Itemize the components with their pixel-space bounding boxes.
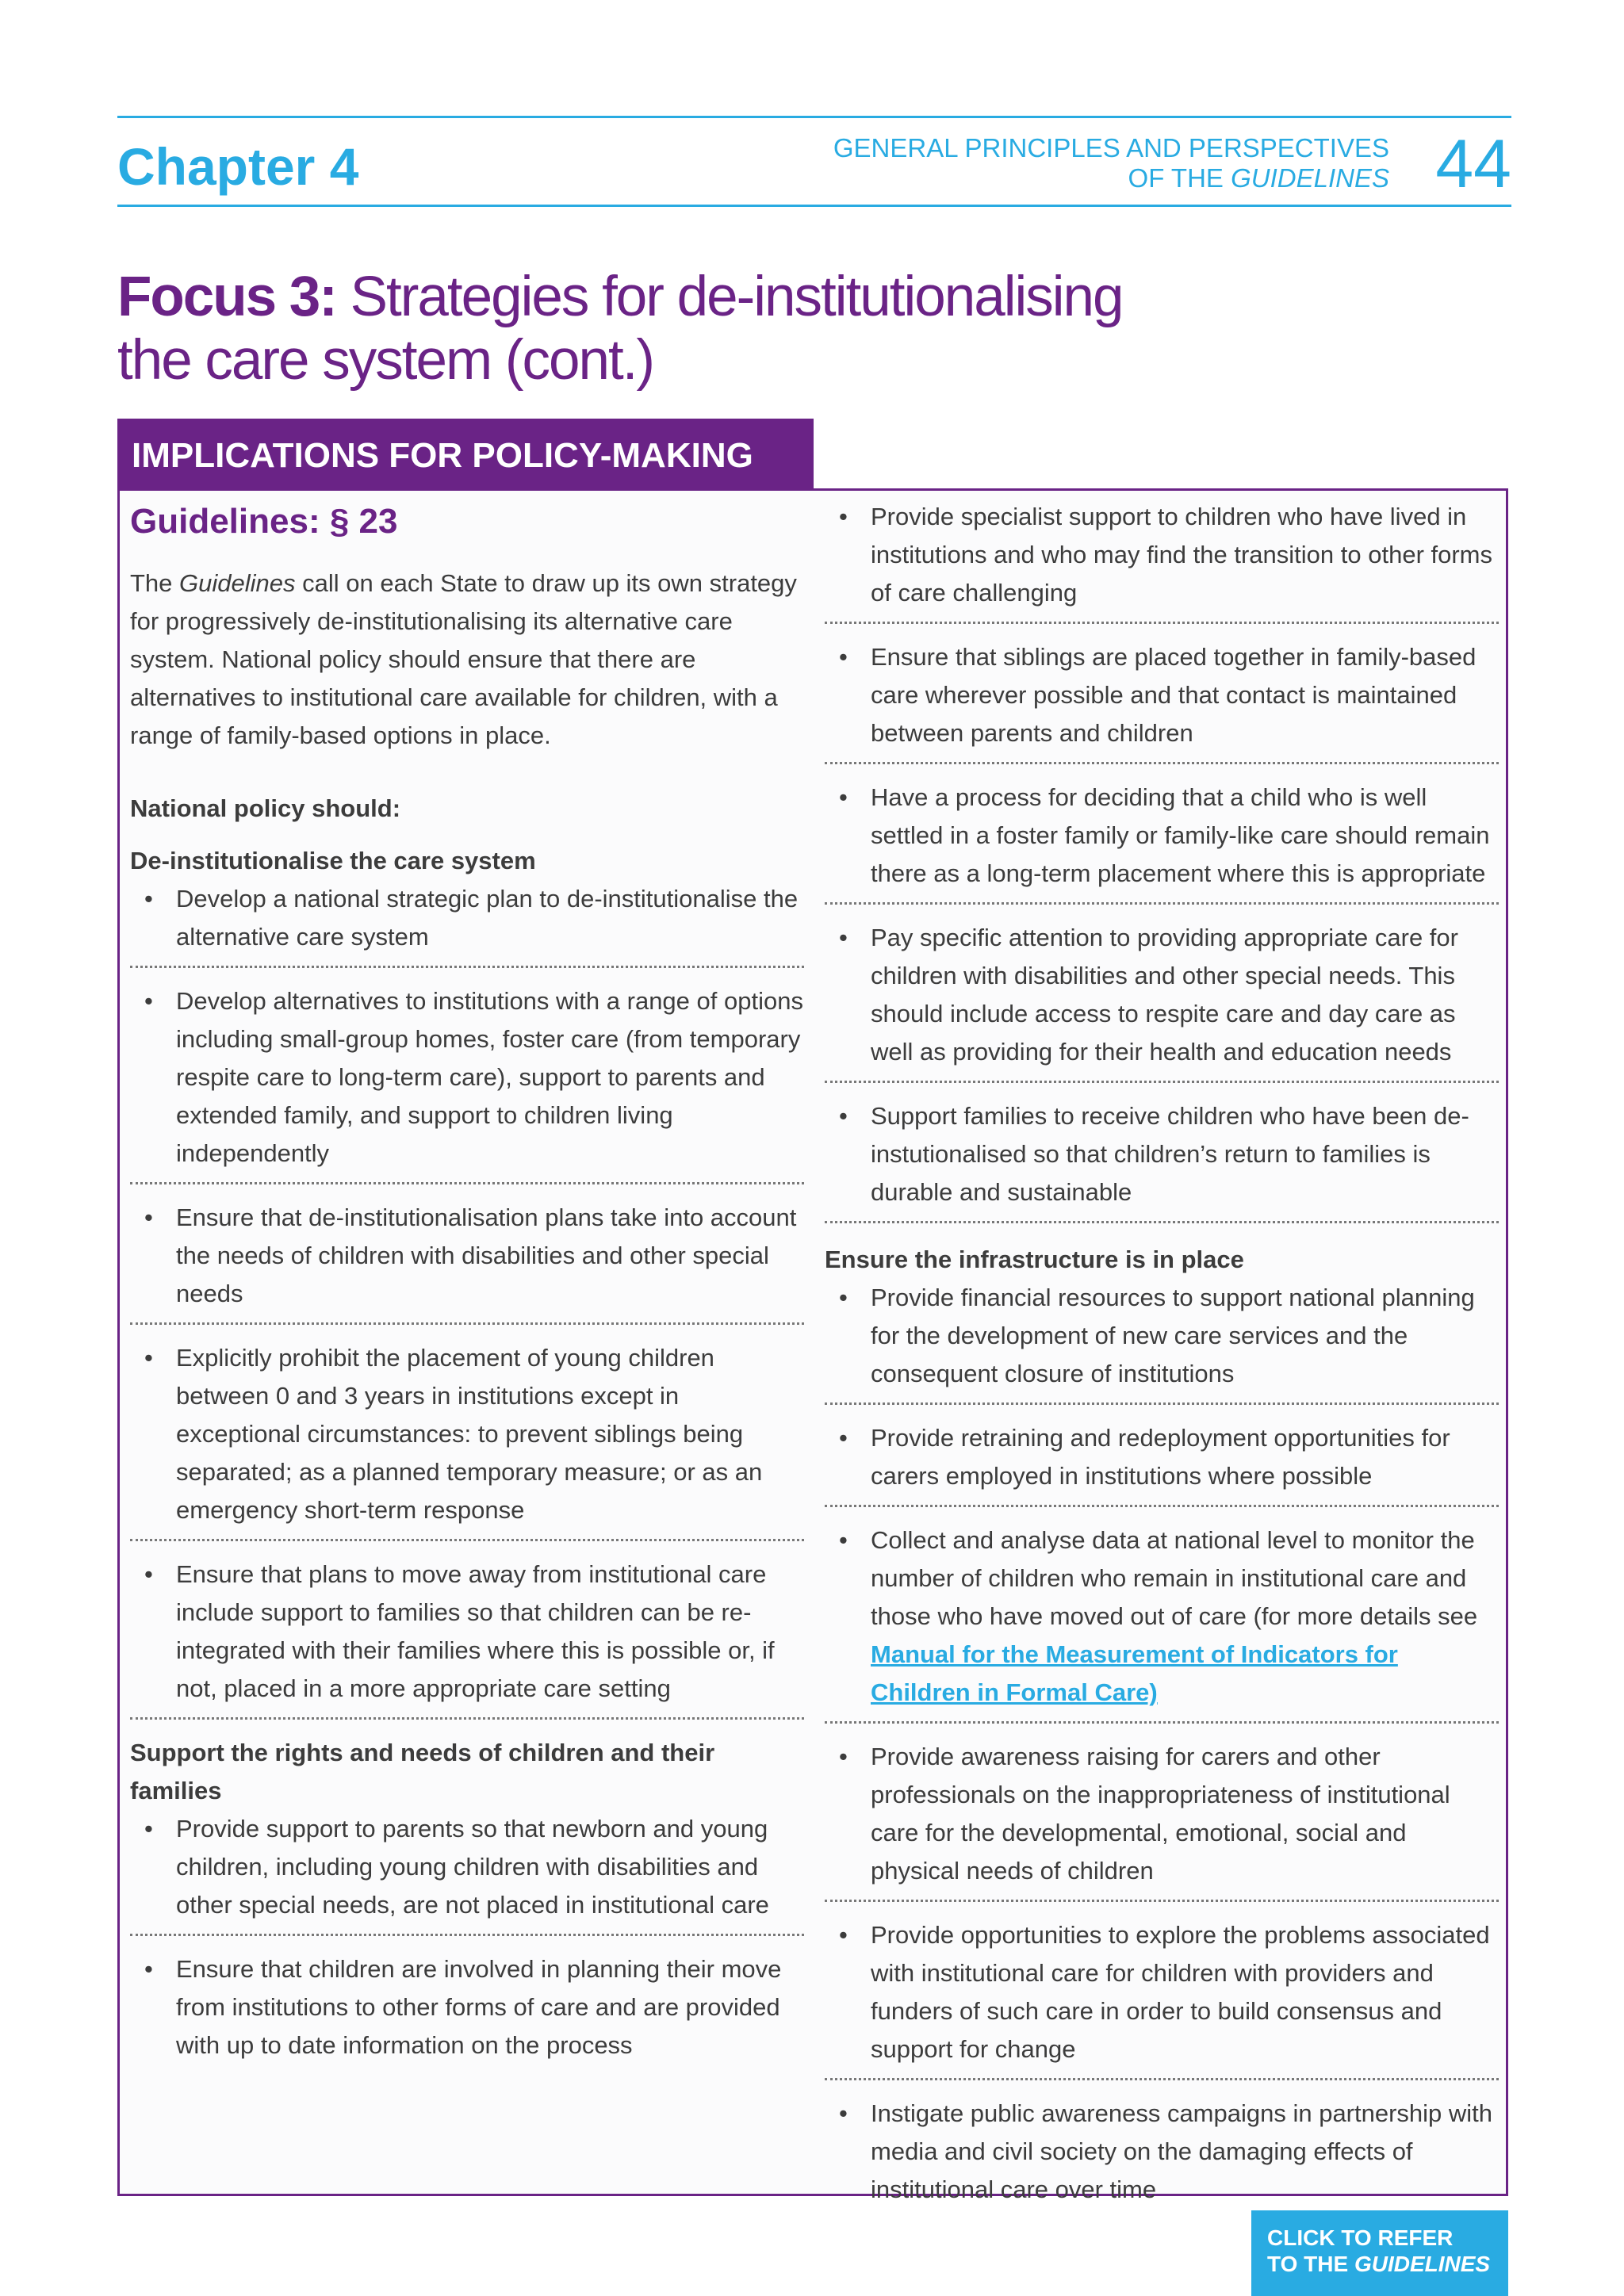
right-column [825, 498, 1499, 2233]
subtitle-prefix: OF THE [1128, 163, 1231, 193]
list-item: • Instigate public awareness campaigns in partnership with media and civil society on the damaging effects of institutional care over time [825, 2095, 1499, 2218]
list-item: • Provide awareness raising for carers and other professionals on the inappropriateness of institutional care for the developmental, emotional, social and physical needs of children [825, 1738, 1499, 1902]
subheading-deinstitutionalise: De-institutionalise the care system [130, 847, 536, 874]
list-item-data-monitoring [825, 1521, 1499, 1724]
list-item: • Support families to receive children who have been de-instutionalised so that children’s return to families is durable and sustainable [825, 1097, 1499, 1223]
left-column [130, 498, 804, 2088]
intro-post: call on each State to draw up its own strategy for progressively de-institutionalising its alternative care system. National policy should ensure that there are alternatives to institutional care available for children, with a range of family-based options in place. [130, 569, 797, 749]
subheading-infrastructure: Ensure the infrastructure is in place [825, 1246, 1244, 1273]
list-item: • Provide specialist support to children who have lived in institutions and who may find the transition to other forms of care challenging [825, 498, 1499, 624]
list-item: • Ensure that siblings are placed together in family-based care wherever possible and that contact is maintained between parents and children [825, 638, 1499, 764]
guidelines-title: Guidelines: § 23 [130, 502, 398, 541]
manual-link[interactable]: Manual for the Measurement of Indicators for Children in Formal Care) [871, 1640, 1398, 1706]
list-item: • Ensure that de-institutionalisation plans take into account the needs of children with disabilities and other special needs [130, 1199, 804, 1325]
list-item: • Develop a national strategic plan to de-institutionalise the alternative care system [130, 880, 804, 968]
data-item-text: Collect and analyse data at national level to monitor the number of children who remain in institutional care and those who have moved out of care (for more details see [871, 1526, 1478, 1630]
list-item: • Have a process for deciding that a child who is well settled in a foster family or family-like care should remain there as a long-term placement where this is appropriate [825, 779, 1499, 905]
chapter-label: Chapter 4 [117, 137, 359, 196]
cta-line-2 [1267, 2251, 1508, 2277]
page-title [117, 266, 1123, 392]
list-item: • Develop alternatives to institutions with a range of options including small-group homes, foster care (from temporary respite care to long-term care), support to parents and extended family, and support to children living independently [130, 982, 804, 1184]
list-item: • Explicitly prohibit the placement of young children between 0 and 3 years in institutions except in exceptional circumstances: to prevent siblings being separated; as a planned temporary measure; or as an emergency short-term response [130, 1339, 804, 1541]
list-item: • Provide support to parents so that newborn and young children, including young children with disabilities and other special needs, are not placed in institutional care [130, 1810, 804, 1936]
cta-italic: GUIDELINES [1354, 2252, 1491, 2276]
title-rest: Strategies for de-institutionalising [335, 266, 1123, 328]
subtitle-line-2 [833, 163, 1389, 193]
intro-paragraph [130, 564, 804, 755]
list-item: • Provide financial resources to support national planning for the development of new care services and the consequent closure of institutions [825, 1279, 1499, 1405]
intro-italic: Guidelines [179, 569, 296, 597]
intro-pre: The [130, 569, 180, 597]
header-rule-bottom [117, 205, 1511, 207]
title-line-2: the care system (cont.) [117, 329, 654, 392]
section-subtitle [833, 133, 1389, 193]
list-item: • Ensure that children are involved in planning their move from institutions to other forms of care and are provided with up to date information on the process [130, 1950, 804, 2074]
title-line-1 [117, 266, 1123, 329]
list-item: • Pay specific attention to providing appropriate care for children with disabilities and other special needs. This should include access to respite care and day care as well as providing for their health and education needs [825, 919, 1499, 1083]
list-item: • Provide opportunities to explore the problems associated with institutional care for children with providers and funders of such care in order to build consensus and support for change [825, 1916, 1499, 2080]
cta-prefix: TO THE [1267, 2252, 1354, 2276]
cta-line-1: CLICK TO REFER [1267, 2225, 1454, 2250]
subtitle-line-1: GENERAL PRINCIPLES AND PERSPECTIVES [833, 133, 1389, 163]
page-number: 44 [1435, 126, 1511, 202]
national-policy-heading: National policy should: [130, 794, 401, 822]
header-rule-top [117, 116, 1511, 118]
list-item: • Provide retraining and redeployment opportunities for carers employed in institutions where possible [825, 1419, 1499, 1507]
title-bold: Focus 3: [117, 266, 336, 328]
refer-guidelines-button[interactable] [1251, 2210, 1508, 2296]
list-item: • Ensure that plans to move away from institutional care include support to families so that children can be re-integrated with their families where this is possible or, if not, placed in a more appropriate care setting [130, 1556, 804, 1720]
section-tab: IMPLICATIONS FOR POLICY-MAKING [117, 419, 814, 488]
subheading-support-rights: Support the rights and needs of children and their families [130, 1739, 715, 1804]
subtitle-italic: GUIDELINES [1231, 163, 1389, 193]
